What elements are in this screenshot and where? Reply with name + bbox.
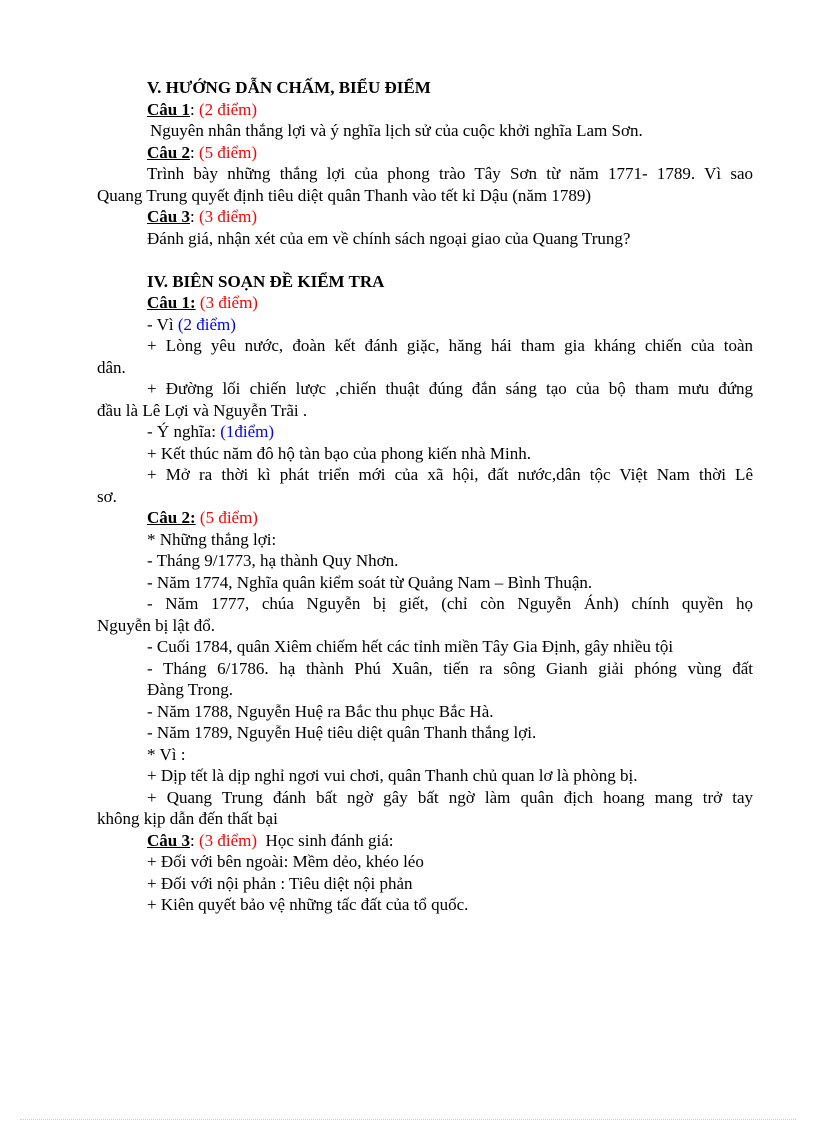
- answer-1-reason-2-line-1: + Đường lối chiến lược ,chiến thuật đúng đắn sáng tạo của bộ tham mưu đứng: [147, 379, 753, 398]
- question-2-colon: :: [189, 143, 195, 162]
- answer-2-why-1: + Dịp tết là dịp nghỉ ngơi vui chơi, quân Thanh chủ quan lơ là phòng bị.: [147, 766, 638, 785]
- answer-3-line: [147, 830, 394, 852]
- answer-3-point-2: + Đối với nội phản : Tiêu diệt nội phản: [147, 874, 413, 893]
- question-3-line: [147, 206, 257, 228]
- question-2-text-line-2: Quang Trung quyết định tiêu diệt quân Thanh vào tết kỉ Dậu (năm 1789): [97, 186, 592, 205]
- answer-2-victory-6: - Năm 1788, Nguyễn Huệ ra Bắc thu phục Bắc Hà.: [147, 702, 494, 721]
- answer-1-reason-1-line-1: + Lòng yêu nước, đoàn kết đánh giặc, hăng hái tham gia kháng chiến của toàn: [147, 336, 753, 355]
- answer-2-victory-1: - Tháng 9/1773, hạ thành Quy Nhơn.: [147, 551, 399, 570]
- question-2-text-line-1: Trình bày những thắng lợi của phong trào Tây Sơn từ năm 1771- 1789. Vì sao: [147, 164, 753, 183]
- answer-1-line: [147, 292, 258, 314]
- answer-2-victory-7: - Năm 1789, Nguyễn Huệ tiêu diệt quân Thanh thắng lợi.: [147, 723, 537, 742]
- answer-1-reason-points: (2 điểm): [177, 315, 236, 334]
- answer-3-label: Câu 3: [147, 831, 190, 850]
- answer-2-label: Câu 2:: [147, 508, 196, 527]
- answer-1-reason-line: [147, 314, 236, 336]
- answer-2-victories-heading: * Những thắng lợi:: [147, 530, 277, 549]
- answer-1-label: Câu 1:: [147, 293, 196, 312]
- question-3-points: (3 điểm): [198, 207, 258, 226]
- answer-1-points: (3 điểm): [199, 293, 258, 312]
- answer-2-victory-5-line-2: Đàng Trong.: [147, 680, 233, 699]
- answer-3-point-3: + Kiên quyết bảo vệ những tấc đất của tổ quốc.: [147, 895, 469, 914]
- question-1-label: Câu 1: [147, 100, 190, 119]
- answer-3-point-1: + Đối với bên ngoài: Mềm dẻo, khéo léo: [147, 852, 424, 871]
- answer-1-meaning-line: [147, 421, 274, 443]
- answer-2-why-2-line-2: không kịp dẫn đến thất bại: [97, 809, 278, 828]
- answer-2-points: (5 điểm): [199, 508, 258, 527]
- page-bottom-divider: [20, 1119, 796, 1120]
- question-3-label: Câu 3: [147, 207, 190, 226]
- question-1-line: [147, 99, 257, 121]
- answer-2-line: [147, 507, 258, 529]
- answer-1-reason-2-line-2: đầu là Lê Lợi và Nguyễn Trãi .: [97, 401, 308, 420]
- answer-1-meaning-1: + Kết thúc năm đô hộ tàn bạo của phong kiến nhà Minh.: [147, 444, 531, 463]
- question-2-label: Câu 2: [147, 143, 190, 162]
- answer-1-reason-label: - Vì: [147, 315, 174, 334]
- answer-2-victory-3-line-1: - Năm 1777, chúa Nguyễn bị giết, (chỉ còn Nguyễn Ánh) chính quyền họ: [147, 594, 753, 613]
- question-2-points: (5 điểm): [198, 143, 258, 162]
- answer-1-reason-1-line-2: dân.: [97, 358, 126, 377]
- question-1-text: Nguyên nhân thắng lợi và ý nghĩa lịch sử của cuộc khởi nghĩa Lam Sơn.: [150, 121, 643, 140]
- answer-2-victory-5-line-1: - Tháng 6/1786. hạ thành Phú Xuân, tiến ra sông Gianh giải phóng vùng đất: [147, 659, 753, 678]
- question-1-points: (2 điểm): [198, 100, 258, 119]
- answer-2-victory-3-line-2: Nguyễn bị lật đổ.: [97, 616, 216, 635]
- answer-1-meaning-2-line-2: sơ.: [97, 487, 117, 506]
- section-iv-heading: IV. BIÊN SOẠN ĐỀ KIỂM TRA: [147, 272, 385, 291]
- question-3-text: Đánh giá, nhận xét của em về chính sách ngoại giao của Quang Trung?: [147, 229, 631, 248]
- answer-1-meaning-2-line-1: + Mở ra thời kì phát triển mới của xã hội, đất nước,dân tộc Việt Nam thời Lê: [147, 465, 753, 484]
- answer-2-victory-2: - Năm 1774, Nghĩa quân kiểm soát từ Quảng Nam – Bình Thuận.: [147, 573, 593, 592]
- question-1-colon: :: [189, 100, 195, 119]
- answer-1-meaning-points: (1điểm): [220, 422, 275, 441]
- answer-1-meaning-label: - Ý nghĩa:: [147, 422, 216, 441]
- answer-3-colon: :: [189, 831, 195, 850]
- answer-3-text: Học sinh đánh giá:: [265, 831, 394, 850]
- answer-3-points: (3 điểm): [198, 831, 258, 850]
- answer-2-victory-4: - Cuối 1784, quân Xiêm chiếm hết các tỉnh miền Tây Gia Định, gây nhiều tội: [147, 637, 674, 656]
- section-v-heading: V. HƯỚNG DẪN CHẤM, BIỂU ĐIỂM: [147, 78, 431, 97]
- question-3-colon: :: [189, 207, 195, 226]
- question-2-line: [147, 142, 257, 164]
- answer-2-why-2-line-1: + Quang Trung đánh bất ngờ gây bất ngờ làm quân địch hoang mang trở tay: [147, 788, 753, 807]
- answer-2-why-heading: * Vì :: [147, 745, 186, 764]
